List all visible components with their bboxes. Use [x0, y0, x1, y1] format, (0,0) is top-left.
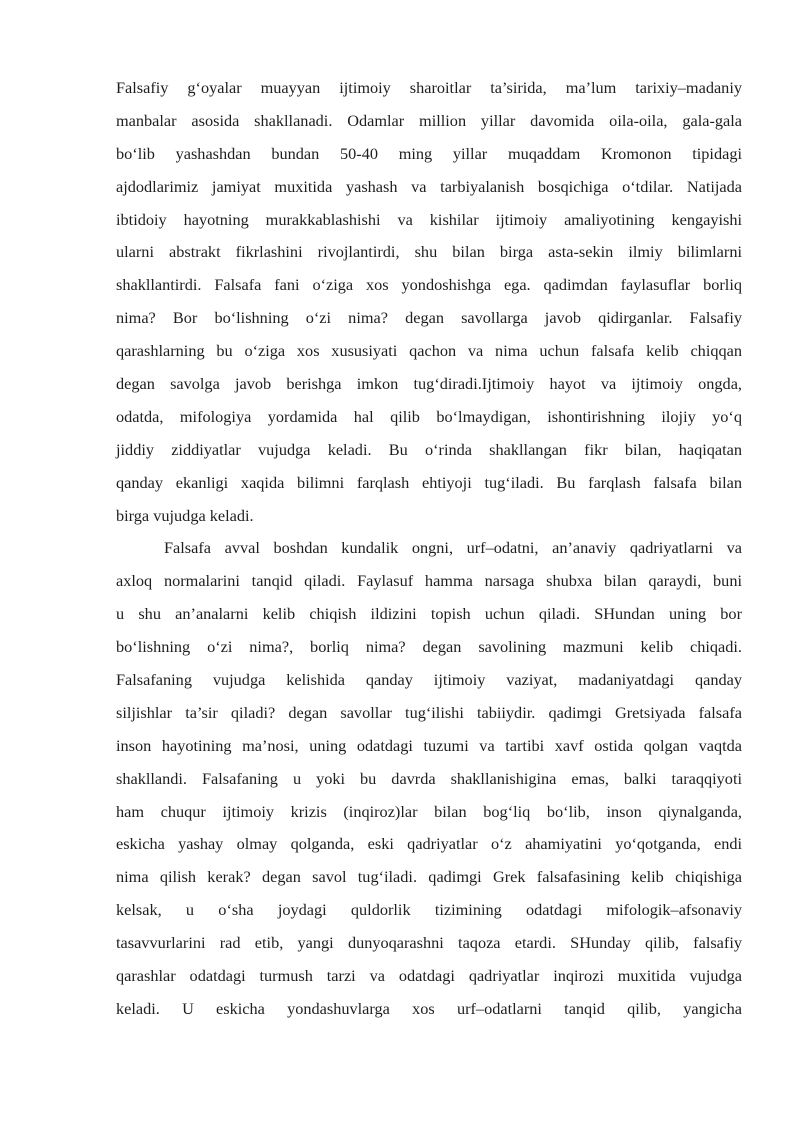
text-line: shakllantirdi. Falsafa fani o‘ziga xos yondoshishga ega. qadimdan faylasuflar borliq: [116, 275, 742, 295]
text-line: jiddiy ziddiyatlar vujudga keladi. Bu o‘rinda shakllangan fikr bilan, haqiqatan: [116, 439, 742, 459]
text-line: odatda, mifologiya yordamida hal qilib bo‘lmaydigan, ishontirishning ilojiy yo‘q: [116, 406, 742, 426]
text-line: tasavvurlarini rad etib, yangi dunyoqarashni taqoza etardi. SHunday qilib, falsafiy: [116, 933, 742, 953]
text-line: ularni abstrakt fikrlashini rivojlantirdi, shu bilan birga asta-sekin ilmiy bilimlarni: [116, 242, 742, 262]
paragraph-2: [116, 532, 742, 1025]
text-line: Falsafaning vujudga kelishida qanday ijtimoiy vaziyat, madaniyatdagi qanday: [116, 670, 742, 690]
body-text: [116, 72, 742, 1026]
text-line: u shu an’analarni kelib chiqish ildizini topish uchun qiladi. SHundan uning bor: [116, 604, 742, 624]
text-line: keladi. U eskicha yondashuvlarga xos urf–odatlarni tanqid qilib, yangicha: [116, 998, 742, 1018]
text-line: qarashlar odatdagi turmush tarzi va odatdagi qadriyatlar inqirozi muxitida vujudga: [116, 966, 742, 986]
text-line: Falsafiy g‘oyalar muayyan ijtimoiy sharoitlar ta’sirida, ma’lum tarixiy–madaniy: [116, 78, 742, 97]
text-line: siljishlar ta’sir qiladi? degan savollar tug‘ilishi tabiiydir. qadimgi Gretsiyada falsafa: [116, 702, 742, 722]
text-line: inson hayotining ma’nosi, uning odatdagi tuzumi va tartibi xavf ostida qolgan vaqtda: [116, 735, 742, 755]
text-line: degan savolga javob berishga imkon tug‘diradi.Ijtimoiy hayot va ijtimoiy ongda,: [116, 374, 742, 394]
text-line: eskicha yashay olmay qolganda, eski qadriyatlar o‘z ahamiyatini yo‘qotganda, endi: [116, 834, 742, 854]
text-line: kelsak, u o‘sha joydagi quldorlik tizimining odatdagi mifologik–afsonaviy: [116, 900, 742, 920]
text-line: ham chuqur ijtimoiy krizis (inqiroz)lar bilan bog‘liq bo‘lib, inson qiynalganda,: [116, 801, 742, 821]
text-line: bo‘lishning o‘zi nima?, borliq nima? degan savolining mazmuni kelib chiqadi.: [116, 637, 742, 657]
text-line: shakllandi. Falsafaning u yoki bu davrda shakllanishigina emas, balki taraqqiyoti: [116, 768, 742, 788]
text-line: axloq normalarini tanqid qiladi. Faylasuf hamma narsaga shubxa bilan qaraydi, buni: [116, 571, 742, 591]
text-line: qanday ekanligi xaqida bilimni farqlash ehtiyoji tug‘iladi. Bu farqlash falsafa bilan: [116, 472, 742, 492]
text-line: manbalar asosida shakllanadi. Odamlar million yillar davomida oila-oila, gala-gala: [116, 110, 742, 130]
text-line: bo‘lib yashashdan bundan 50-40 ming yillar muqaddam Kromonon tipidagi: [116, 143, 742, 163]
text-line: Falsafa avval boshdan kundalik ongni, urf–odatni, an’anaviy qadriyatlarni va: [164, 538, 742, 558]
text-line: nima qilish kerak? degan savol tug‘iladi. qadimgi Grek falsafasining kelib chiqishiga: [116, 867, 742, 887]
text-line: nima? Bor bo‘lishning o‘zi nima? degan savollarga javob qidirganlar. Falsafiy: [116, 308, 742, 328]
text-line: ajdodlarimiz jamiyat muxitida yashash va tarbiyalanish bosqichiga o‘tdilar. Natijada: [116, 176, 742, 196]
text-line: qarashlarning bu o‘ziga xos xususiyati qachon va nima uchun falsafa kelib chiqqan: [116, 341, 742, 361]
text-line: ibtidoiy hayotning murakkablashishi va kishilar ijtimoiy amaliyotining kengayishi: [116, 209, 742, 229]
text-line: birga vujudga keladi.: [116, 505, 254, 525]
paragraph-1: [116, 72, 742, 532]
